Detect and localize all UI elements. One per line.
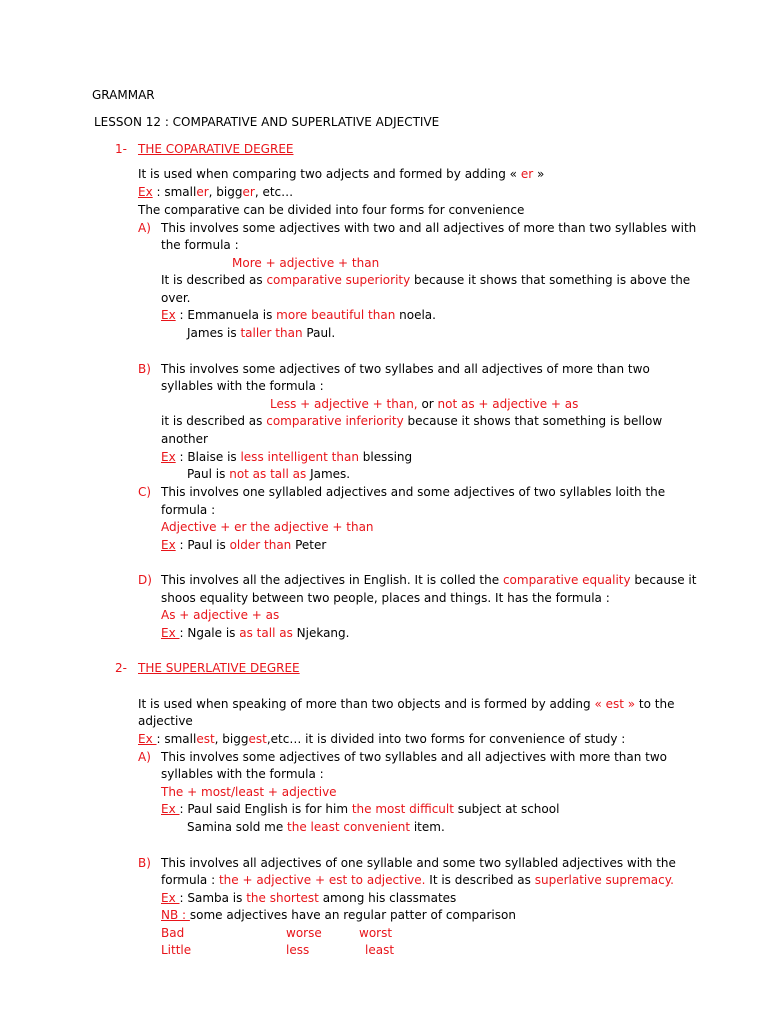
- s2-a-formula: The + most/least + adjective: [161, 785, 337, 799]
- irregular-base-1: Bad: [161, 926, 185, 940]
- irregular-superlative-1: worst: [359, 926, 393, 940]
- s1-a-letter: A): [138, 221, 151, 235]
- s1-example: Ex : smaller, bigger, etc…: [138, 185, 294, 199]
- s1-intro: It is used when comparing two adjects and formed by adding « er »: [138, 167, 545, 181]
- s1-d-line2: shoos equality between two people, places and things. It has the formula :: [161, 591, 610, 605]
- s1-d-letter: D): [138, 573, 152, 587]
- s1-a-line1: This involves some adjectives with two and all adjectives of more than two syllables with: [161, 221, 697, 235]
- s2-a-example1: Ex : Paul said English is for him the most difficult subject at school: [161, 802, 560, 816]
- s2-b-letter: B): [138, 856, 151, 870]
- s1-a-line2: the formula :: [161, 238, 239, 252]
- s1-b-line2: syllables with the formula :: [161, 379, 324, 393]
- irregular-comparative-1: worse: [286, 926, 322, 940]
- s1-a-desc2: over.: [161, 291, 191, 305]
- s2-a-letter: A): [138, 750, 151, 764]
- s1-d-formula: As + adjective + as: [161, 608, 280, 622]
- s2-a-line2: syllables with the formula :: [161, 767, 324, 781]
- s1-a-formula: More + adjective + than: [232, 256, 380, 270]
- s1-c-letter: C): [138, 485, 152, 499]
- s1-forms: The comparative can be divided into four forms for convenience: [138, 203, 525, 217]
- s2-b-line2: formula : the + adjective + est to adjective. It is described as superlative supremacy.: [161, 873, 674, 887]
- s2-intro1: It is used when speaking of more than two objects and is formed by adding « est » to the: [138, 697, 675, 711]
- s1-c-line1: This involves one syllabled adjectives and some adjectives of two syllables loith the: [161, 485, 666, 499]
- s2-a-line1: This involves some adjectives of two syllables and all adjectives with more than two: [161, 750, 668, 764]
- s1-b-desc1: it is described as comparative inferiority because it shows that something is bellow: [161, 414, 663, 428]
- s1-b-desc2: another: [161, 432, 208, 446]
- section-1-number: 1-: [115, 142, 127, 156]
- doc-title: GRAMMAR: [92, 88, 155, 102]
- s1-b-line1: This involves some adjectives of two syllabes and all adjectives of more than two: [161, 362, 650, 376]
- s2-b-line1: This involves all adjectives of one syllable and some two syllabled adjectives with the: [161, 856, 676, 870]
- irregular-superlative-2: least: [365, 943, 395, 957]
- s1-b-formula: Less + adjective + than, or not as + adjective + as: [270, 397, 579, 411]
- section-2-heading: THE SUPERLATIVE DEGREE: [138, 661, 300, 675]
- s1-a-desc1: It is described as comparative superiority because it shows that something is above the: [161, 273, 691, 287]
- s2-example: Ex : smallest, biggest,etc… it is divided into two forms for convenience of study :: [138, 732, 626, 746]
- s2-b-nb: NB : some adjectives have an regular patter of comparison: [161, 908, 516, 922]
- section-1-heading: THE COPARATIVE DEGREE: [138, 142, 294, 156]
- s2-a-example2: Samina sold me the least convenient item.: [187, 820, 445, 834]
- s1-a-example2: James is taller than Paul.: [187, 326, 336, 340]
- s1-d-line1: This involves all the adjectives in English. It is colled the comparative equality because it: [161, 573, 697, 587]
- s1-d-example1: Ex : Ngale is as tall as Njekang.: [161, 626, 350, 640]
- irregular-base-2: Little: [161, 943, 192, 957]
- s1-b-example2: Paul is not as tall as James.: [187, 467, 351, 481]
- s2-intro2: adjective: [138, 714, 193, 728]
- s1-c-example1: Ex : Paul is older than Peter: [161, 538, 327, 552]
- s2-b-example1: Ex : Samba is the shortest among his classmates: [161, 891, 457, 905]
- s1-a-example1: Ex : Emmanuela is more beautiful than noela.: [161, 308, 436, 322]
- s1-c-formula: Adjective + er the adjective + than: [161, 520, 374, 534]
- section-2-number: 2-: [115, 661, 127, 675]
- lesson-title: LESSON 12 : COMPARATIVE AND SUPERLATIVE ADJECTIVE: [94, 115, 440, 129]
- s1-b-letter: B): [138, 362, 151, 376]
- s1-b-example1: Ex : Blaise is less intelligent than blessing: [161, 450, 413, 464]
- irregular-comparative-2: less: [286, 943, 310, 957]
- s1-c-line2: formula :: [161, 503, 216, 517]
